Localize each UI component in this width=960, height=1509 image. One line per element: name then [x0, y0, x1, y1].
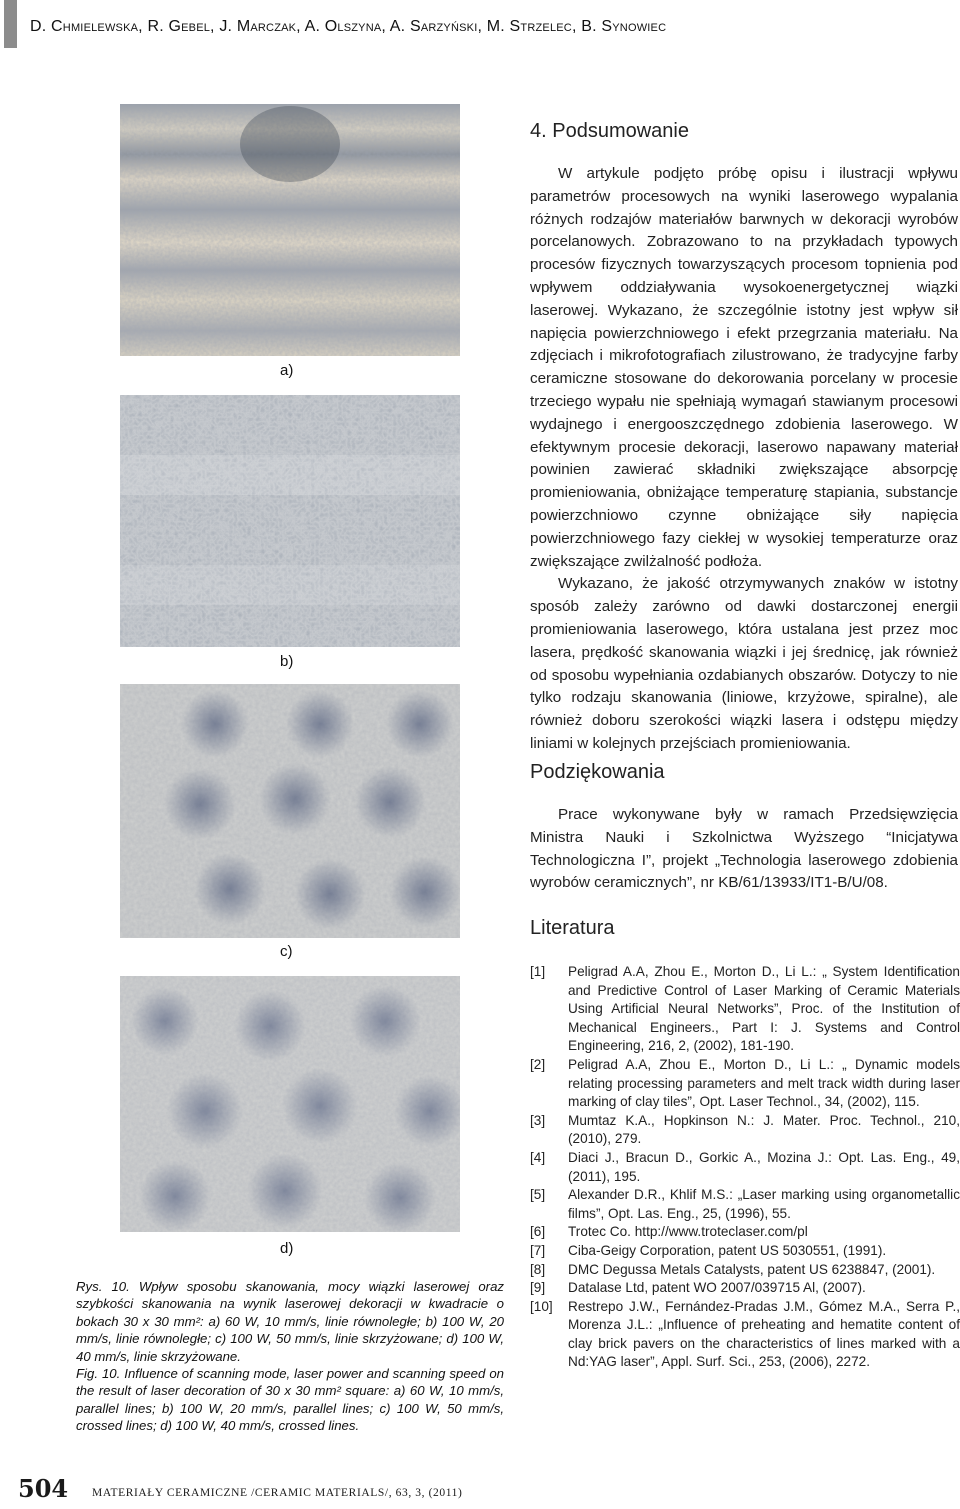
- summary-body: [530, 163, 958, 756]
- reference-item: [530, 1279, 960, 1298]
- reference-text: Ciba-Geigy Corporation, patent US 5030551, (1991).: [568, 1242, 887, 1258]
- journal-footer: MATERIAŁY CERAMICZNE /CERAMIC MATERIALS/, 63, 3, (2011): [92, 1487, 463, 1499]
- reference-number: [3]: [530, 1112, 546, 1128]
- reference-item: [530, 1298, 960, 1372]
- reference-number: [8]: [530, 1261, 546, 1277]
- running-header-authors: D. Chmielewska, R. Gebel, J. Marczak, A. Olszyna, A. Sarzyński, M. Strzelec, B. Synowiec: [30, 18, 667, 35]
- figure-label-b: b): [280, 653, 294, 670]
- caption-english: Fig. 10. Influence of scanning mode, laser power and scanning speed on the result of laser decoration of 30 x 30 mm² square: a) 60 W, 10 mm/s, parallel lines; b) 100 W, 20 mm/s, parallel lines; c) 100 W, 50 mm/s, crossed lines; d) 100 W, 40 mm/s, crossed lines.: [76, 1366, 504, 1434]
- figure-label-a: a): [280, 362, 294, 379]
- reference-text: Diaci J., Bracun D., Gorkic A., Mozina J.: Opt. Las. Eng., 49, (2011), 195.: [568, 1149, 960, 1184]
- summary-paragraph-1: W artykule podjęto próbę opisu i ilustracji wpływu parametrów procesowych na wyniki laserowego wypalania różnych rodzajów materiałów barwnych w dekoracji wyrobów porcelanowych. Zobrazowano to na przykładach typowych procesów fizycznych towarzyszących procesom topnienia pod wpływem oddziaływania wysokoenergetycznej wiązki laserowej. Wykazano, że szczególnie istotny jest wpływ sił napięcia powierzchniowego i efekt przegrzania materiału. Na zdjęciach i mikrofotografiach zilustrowano, że tradycyjne farby ceramiczne stosowane do dekorowania porcelany w procesie trzeciego wypału nie spełniają wymagań stawianym procesowi wydajnego i energooszczędnego zdobienia laserowego. W efektywnym procesie dekoracji, laserowo napawany materiał powinien zawierać składniki zwiększające absorpcję promieniowania, obniżające temperaturę stapiania, substancje powierzchniowo czynne obniżające siły napięcia powierzchniowego fazy ciekłej w wysokiej temperaturze oraz zwiększające zwilżalność podłoża.: [530, 165, 958, 570]
- summary-paragraph-2: Wykazano, że jakość otrzymywanych znaków w istotny sposób zależy zarówno od dawki dostarczonej energii promieniowania laserowego, która ustalana jest przez moc lasera, prędkość skanowania wiązki i jej średnicę, jak również od sposobu wypełniania ozdabianych obszarów. Dotyczy to nie tylko rodzaju skanowania (liniowe, krzyżowe, spiralne), ale również doboru szerokości wiązki lasera i odstępu między liniami w kolejnych przejściach promieniowania.: [530, 575, 958, 752]
- reference-number: [10]: [530, 1298, 553, 1314]
- reference-text: Trotec Co. http://www.troteclaser.com/pl: [568, 1224, 808, 1240]
- figure-label-c: c): [280, 943, 293, 960]
- reference-text: Mumtaz K.A., Hopkinson N.: J. Mater. Proc. Technol., 210, (2010), 279.: [568, 1112, 960, 1147]
- reference-list: [530, 963, 960, 1372]
- reference-number: [2]: [530, 1056, 546, 1072]
- page-number: 504: [18, 1474, 69, 1503]
- micrograph-a: [120, 104, 460, 356]
- reference-item: [530, 1149, 960, 1186]
- micrograph-d: [120, 976, 460, 1232]
- acknowledgements-text: Prace wykonywane były w ramach Przedsięwzięcia Ministra Nauki i Szkolnictwa Wyższego “Inicjatywa Technologiczna I”, projekt „Technologia laserowego zdobienia wyrobów ceramicznych”, nr KB/61/13933/IT1-B/U/08.: [530, 806, 958, 892]
- reference-number: [1]: [530, 964, 546, 979]
- micrograph-b: [120, 395, 460, 647]
- reference-item: [530, 1056, 960, 1112]
- section-title-summary: 4. Podsumowanie: [530, 120, 689, 142]
- reference-number: [6]: [530, 1224, 546, 1240]
- reference-number: [9]: [530, 1280, 546, 1296]
- section-title-literature: Literatura: [530, 917, 615, 939]
- reference-item: [530, 1186, 960, 1223]
- micrograph-c: [120, 684, 460, 938]
- reference-text: Restrepo J.W., Fernández-Pradas J.M., Gómez M.A., Serra P., Morenza J.L.: „Influence of preheating and hematite content of clay brick pavers on the characteristics of lines marked with a Nd:YAG laser”, Appl. Surf. Sci., 253, (2006), 2272.: [568, 1298, 960, 1370]
- reference-number: [5]: [530, 1187, 546, 1203]
- reference-text: Alexander D.R., Khlif M.S.: „Laser marking using organometallic films”, Opt. Las. Eng., 25, (1996), 55.: [568, 1187, 960, 1221]
- figure-caption: [76, 1278, 504, 1435]
- reference-text: Peligrad A.A, Zhou E., Morton D., Li L.: „ Dynamic models relating processing parameters and melt track width during laser marking of clay tiles”, Opt. Laser Technol., 34, (2002), 115.: [568, 1056, 960, 1110]
- reference-item: [530, 1242, 960, 1261]
- reference-text: DMC Degussa Metals Catalysts, patent US 6238847, (2001).: [568, 1261, 936, 1277]
- reference-item: [530, 1261, 960, 1280]
- reference-number: [7]: [530, 1242, 546, 1258]
- reference-item: [530, 1223, 960, 1242]
- reference-item: [530, 963, 960, 1056]
- caption-polish: Rys. 10. Wpływ sposobu skanowania, mocy wiązki laserowej oraz szybkości skanowania na wynik laserowej dekoracji w kwadracie o bokach 30 x 30 mm²: a) 60 W, 10 mm/s, linie równoległe; b) 100 W, 20 mm/s, linie równoległe; c) 100 W, 50 mm/s, linie skrzyżowane; d) 100 W, 40 mm/s, linie skrzyżowane.: [76, 1279, 504, 1364]
- reference-item: [530, 1112, 960, 1149]
- figure-label-d: d): [280, 1240, 294, 1257]
- reference-text: Peligrad A.A, Zhou E., Morton D., Li L.: „ System Identification and Predictive Control of Laser Marking of Ceramic Materials Using Artificial Neural Networks”, Proc. of the Institution of Mechanical Engineers., Part I: J. Systems and Control Engineering, 216, 2, (2002), 181-190.: [568, 964, 960, 1054]
- reference-text: Datalase Ltd, patent WO 2007/039715 Al, (2007).: [568, 1280, 866, 1296]
- acknowledgements-body: [530, 804, 958, 895]
- section-title-acknowledgements: Podziękowania: [530, 761, 665, 783]
- header-accent-bar: [4, 0, 17, 48]
- reference-number: [4]: [530, 1149, 546, 1165]
